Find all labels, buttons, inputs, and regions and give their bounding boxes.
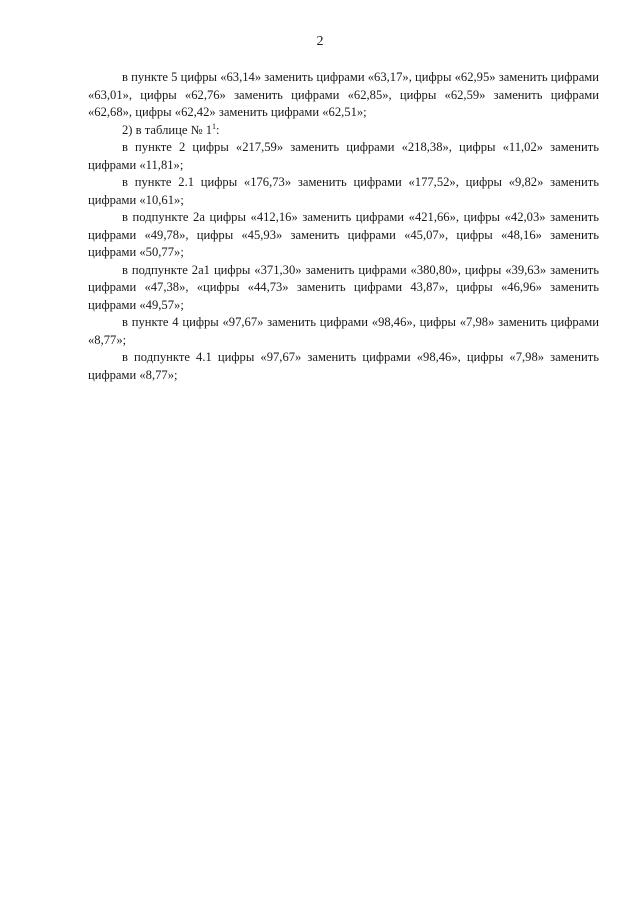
table-heading-superscript: 1 — [212, 121, 217, 131]
paragraph-item-5: в пункте 5 цифры «63,14» заменить цифрами «63,17», цифры «62,95» заменить цифрами «63,01», цифры «62,76» заменить цифрами «62,85», цифры «62,59» заменить цифрами «62,68», цифры «62,42» заменить цифрами «62,51»; — [88, 70, 599, 119]
paragraph-item-2-1: в пункте 2.1 цифры «176,73» заменить цифрами «177,52», цифры «9,82» заменить цифрами «10,61»; — [88, 175, 599, 207]
document-body — [88, 69, 599, 384]
paragraph-table-heading — [88, 122, 599, 140]
paragraph-subitem-2a1: в подпункте 2а1 цифры «371,30» заменить цифрами «380,80», цифры «39,63» заменить цифрами «47,38», «цифры «44,73» заменить цифрами 43,87», цифры «46,96» заменить цифрами «49,57»; — [88, 262, 599, 312]
table-heading-text: 2) в таблице № 1 — [122, 122, 213, 137]
table-heading-colon: : — [216, 122, 220, 137]
page-number: 2 — [316, 34, 324, 49]
paragraph-item-2: в пункте 2 цифры «217,59» заменить цифрами «218,38», цифры «11,02» заменить цифрами «11,81»; — [88, 140, 599, 172]
paragraph-subitem-4-1: в подпункте 4.1 цифры «97,67» заменить цифрами «98,46», цифры «7,98» заменить цифрами «8,77»; — [88, 350, 599, 382]
paragraph-item-4: в пункте 4 цифры «97,67» заменить цифрами «98,46», цифры «7,98» заменить цифрами «8,77»; — [88, 315, 599, 347]
paragraph-subitem-2a: в подпункте 2а цифры «412,16» заменить цифрами «421,66», цифры «42,03» заменить цифрами «49,78», цифры «45,93» заменить цифрами «45,07», цифры «48,16» заменить цифрами «50,77»; — [88, 210, 599, 259]
